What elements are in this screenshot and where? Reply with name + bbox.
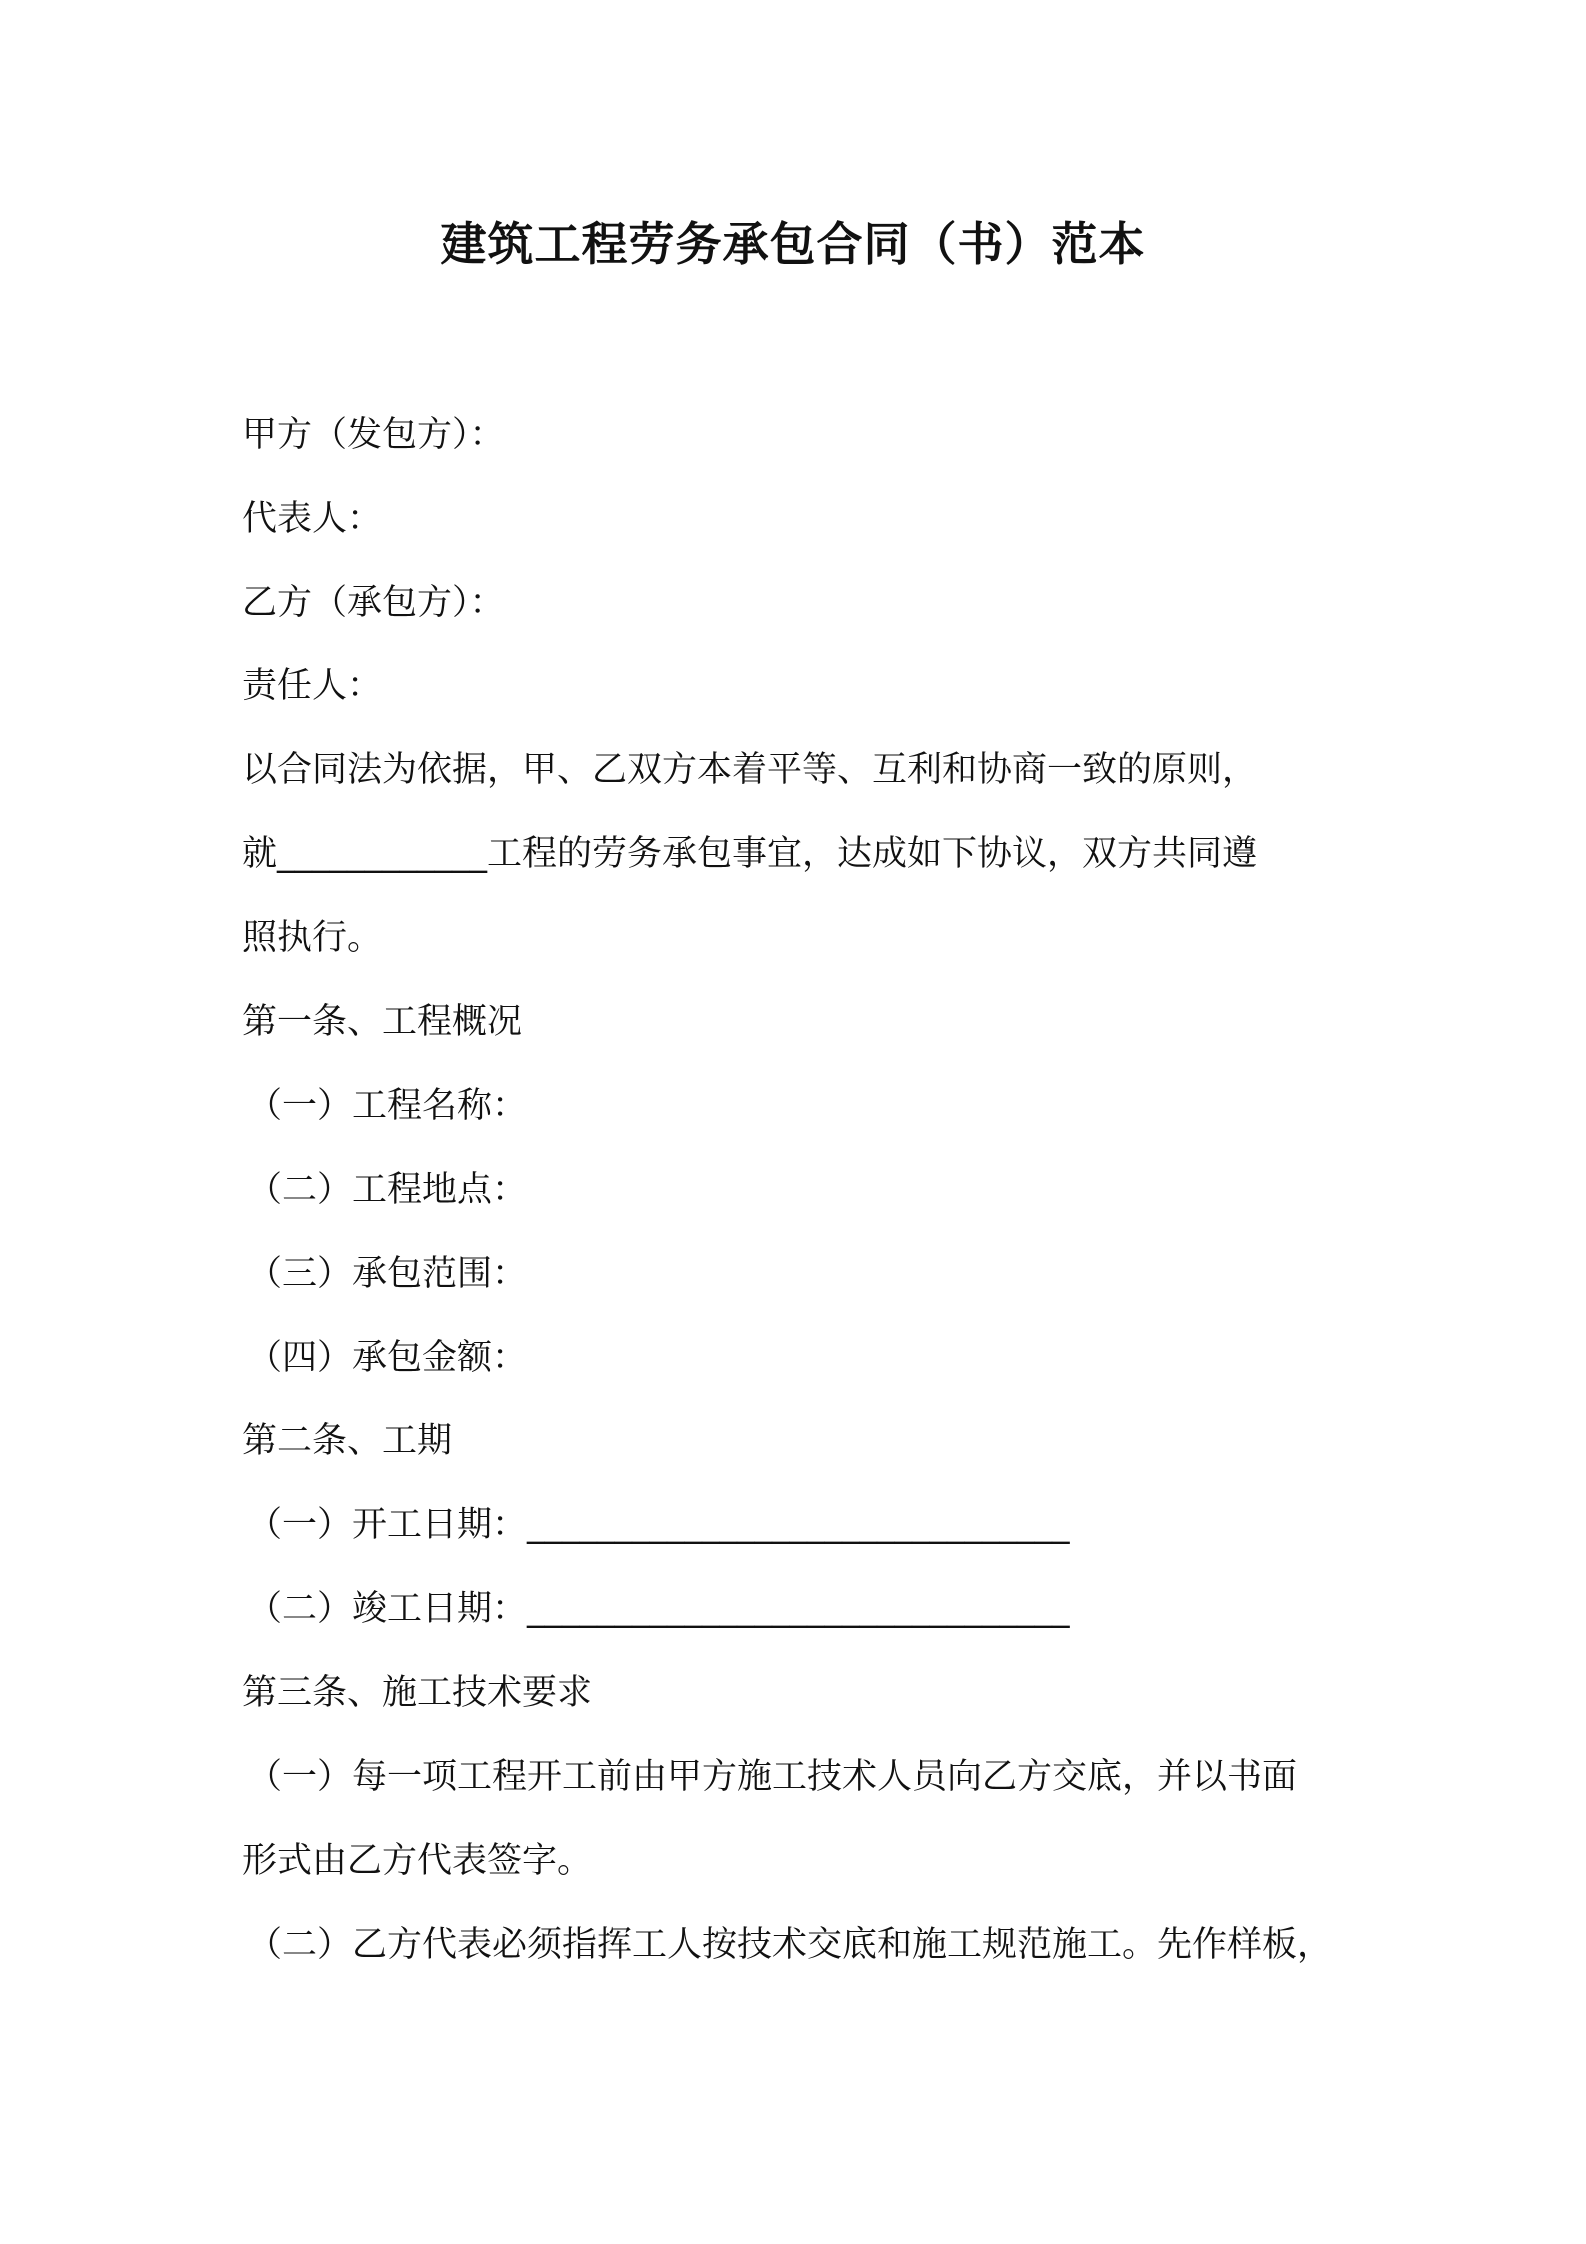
article-1-item-project-location: （二）工程地点： (247, 1170, 528, 1210)
article-3-heading: 第三条、施工技术要求 (242, 1673, 593, 1713)
article-1-item-scope: （三）承包范围： (247, 1254, 528, 1294)
preamble-line-3: 照执行。 (242, 918, 383, 958)
article-2-heading: 第二条、工期 (242, 1421, 453, 1461)
article-1-item-amount: （四）承包金额： (247, 1338, 528, 1378)
article-3-item-1-line-2: 形式由乙方代表签字。 (242, 1841, 593, 1881)
article-1-item-project-name: （一）工程名称： (247, 1086, 528, 1126)
party-a-label: 甲方（发包方）： (242, 415, 505, 455)
document-title: 建筑工程劳务承包合同（书）范本 (440, 217, 1146, 271)
article-3-item-1-line-1: （一）每一项工程开工前由甲方施工技术人员向乙方交底，并以书面 (247, 1757, 1298, 1797)
responsible-person-label: 责任人： (242, 666, 383, 706)
article-1-heading: 第一条、工程概况 (242, 1002, 523, 1042)
article-2-item-start-date: （一）开工日期：_______________________________ (247, 1505, 1070, 1545)
representative-label: 代表人： (242, 499, 383, 539)
preamble-line-1: 以合同法为依据，甲、乙双方本着平等、互利和协商一致的原则， (242, 750, 1258, 790)
article-3-item-2-line-1: （二）乙方代表必须指挥工人按技术交底和施工规范施工。先作样板， (247, 1925, 1333, 1965)
article-2-item-completion-date: （二）竣工日期：_______________________________ (247, 1589, 1070, 1629)
preamble-line-2: 就____________工程的劳务承包事宜，达成如下协议，双方共同遵 (242, 834, 1258, 874)
party-b-label: 乙方（承包方）： (242, 583, 505, 623)
